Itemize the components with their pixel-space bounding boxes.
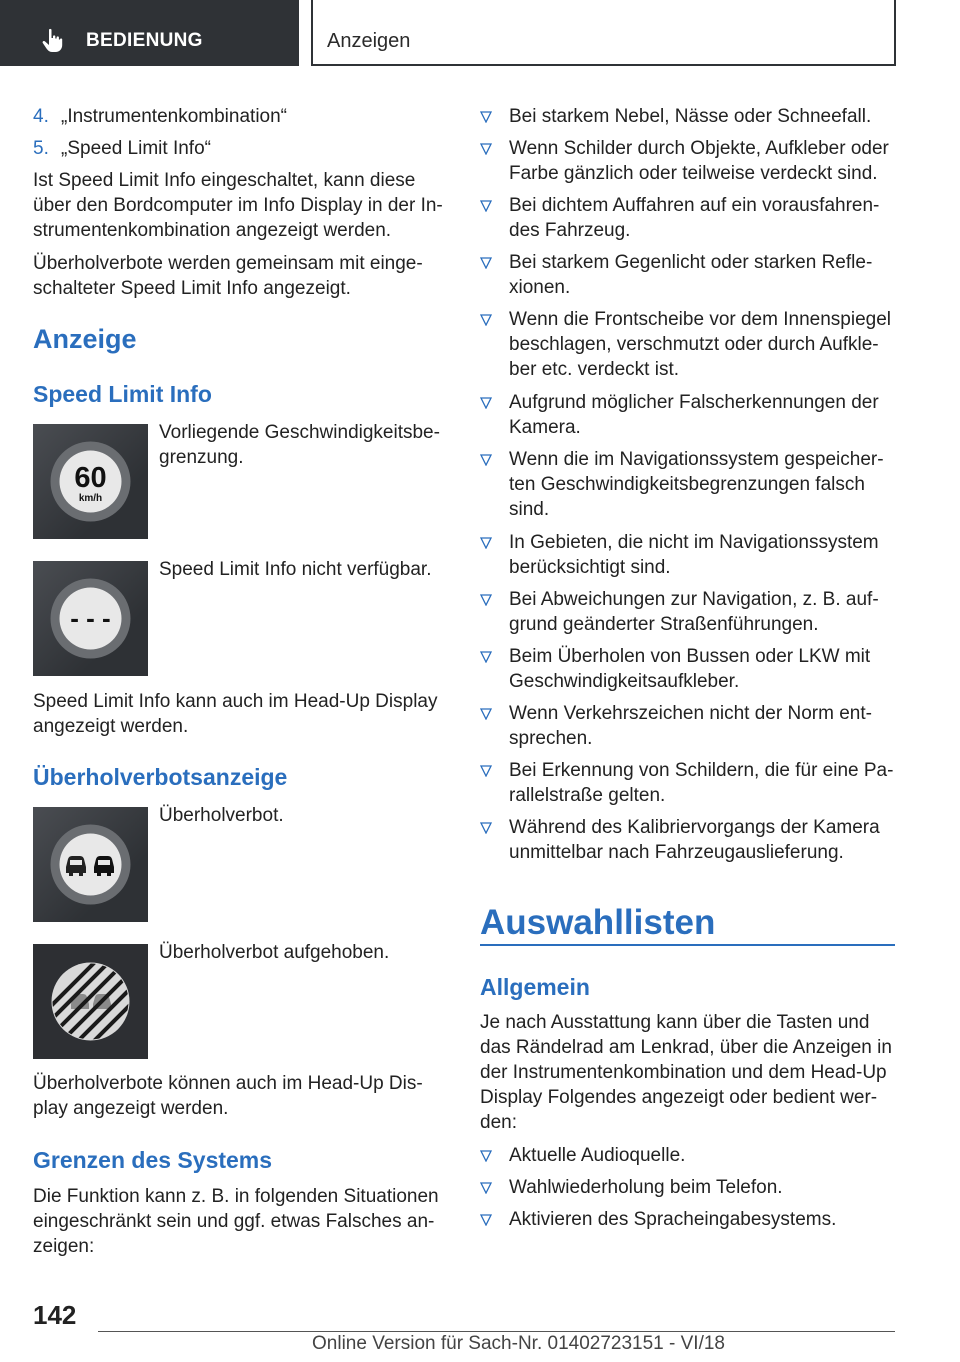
end-of-no-overtaking-icon: [33, 944, 148, 1059]
text-line: Bei starkem Nebel, Nässe oder Schneefall.: [509, 106, 872, 127]
text-line: Wenn die Frontscheibe vor dem Innenspiegel: [509, 309, 891, 330]
bullet-text: [509, 815, 899, 865]
text-line: der Instrumentenkombination und dem Head-Up: [480, 1062, 887, 1083]
text-line: Geschwindigkeitsaufkleber.: [509, 671, 740, 692]
footer-divider: [98, 1331, 895, 1332]
bullet-text: [509, 250, 899, 300]
bullet-text: [509, 1143, 899, 1168]
text-line: Bei starkem Gegenlicht oder starken Refle-: [509, 252, 873, 273]
triangle-bullet-icon: [480, 143, 492, 155]
no-overtaking-icon: [33, 807, 148, 922]
heading-allgemein: Allgemein: [480, 974, 590, 1000]
heading-rule: [480, 944, 895, 946]
bullet-text: [509, 307, 899, 382]
speed-limit-unavailable-icon: [33, 561, 148, 676]
text-line: sprechen.: [509, 728, 593, 749]
text-line: Wenn Verkehrszeichen nicht der Norm ent-: [509, 703, 872, 724]
text-line: Ist Speed Limit Info eingeschaltet, kann diese: [33, 170, 416, 191]
text-line: rallelstraße gelten.: [509, 785, 666, 806]
text-line: Die Funktion kann z. B. in folgenden Situationen: [33, 1186, 439, 1207]
speed-value: 60: [74, 462, 107, 494]
paragraph: [33, 251, 453, 301]
triangle-bullet-icon: [480, 708, 492, 720]
text-line: beschlagen, verschmutzt oder durch Aufkle-: [509, 334, 879, 355]
bullet-text: [509, 1175, 899, 1200]
bullet-text: [509, 701, 899, 751]
text-line: Vorliegende Geschwindigkeitsbe-: [159, 422, 440, 443]
text-line: grenzung.: [159, 447, 244, 468]
bullet-text: [509, 758, 899, 808]
text-line: ber etc. verdeckt ist.: [509, 359, 680, 380]
breadcrumb: [311, 0, 896, 66]
page-number: 142: [33, 1300, 77, 1330]
heading-ueberholverbotsanzeige: Überholverbotsanzeige: [33, 764, 288, 790]
text-line: sind.: [509, 499, 550, 520]
text-line: Während des Kalibriervorgangs der Kamera: [509, 817, 880, 838]
text-line: grund geänderter Straßenführungen.: [509, 614, 819, 635]
text-line: Bei dichtem Auffahren auf ein vorausfahren-: [509, 195, 880, 216]
section-tab[interactable]: [0, 0, 299, 66]
text-line: Überholverbote können auch im Head-Up Dis-: [33, 1073, 423, 1094]
text-line: Wenn Schilder durch Objekte, Aufkleber oder: [509, 138, 889, 159]
bullet-text: [509, 587, 899, 637]
text-line: zeigen:: [33, 1236, 95, 1257]
text-line: des Fahrzeug.: [509, 220, 631, 241]
text-line: In Gebieten, die nicht im Navigationssystem: [509, 532, 879, 553]
triangle-bullet-icon: [480, 594, 492, 606]
triangle-bullet-icon: [480, 111, 492, 123]
triangle-bullet-icon: [480, 397, 492, 409]
heading-grenzen-des-systems: Grenzen des Systems: [33, 1147, 273, 1173]
heading-speed-limit-info: Speed Limit Info: [33, 381, 212, 407]
text-line: Speed Limit Info kann auch im Head-Up Display: [33, 691, 438, 712]
text-line: Aktuelle Audioquelle.: [509, 1145, 686, 1166]
text-line: strumentenkombination angezeigt werden.: [33, 220, 392, 241]
list-item-text: „Speed Limit Info“: [61, 138, 211, 159]
heading-auswahllisten: Auswahllisten: [480, 903, 716, 942]
list-item-text: „Instrumentenkombination“: [61, 106, 287, 127]
icon-description: Überholverbot.: [159, 805, 284, 826]
text-line: berücksichtigt sind.: [509, 557, 671, 578]
text-line: unmittelbar nach Fahrzeugauslieferung.: [509, 842, 844, 863]
triangle-bullet-icon: [480, 822, 492, 834]
unavailable-dashes: - - -: [70, 603, 111, 633]
text-line: angezeigt werden.: [33, 716, 189, 737]
section-title: BEDIENUNG: [86, 30, 203, 51]
icon-description: [159, 420, 454, 470]
triangle-bullet-icon: [480, 537, 492, 549]
text-line: Je nach Ausstattung kann über die Tasten und: [480, 1012, 870, 1033]
text-line: über den Bordcomputer im Info Display in der In-: [33, 195, 443, 216]
paragraph: [33, 1071, 453, 1121]
text-line: Kamera.: [509, 417, 581, 438]
text-line: Farbe gänzlich oder teilweise verdeckt sind.: [509, 163, 878, 184]
text-line: xionen.: [509, 277, 571, 298]
text-line: Wenn die im Navigationssystem gespeicher-: [509, 449, 884, 470]
bullet-text: [509, 390, 899, 440]
text-line: Bei Erkennung von Schildern, die für eine Pa-: [509, 760, 894, 781]
paragraph: [480, 1010, 900, 1135]
text-line: Bei Abweichungen zur Navigation, z. B. auf-: [509, 589, 879, 610]
text-line: schalteter Speed Limit Info angezeigt.: [33, 278, 351, 299]
breadcrumb-label: Anzeigen: [327, 30, 411, 52]
text-line: Aufgrund möglicher Falscherkennungen der: [509, 392, 879, 413]
paragraph: [33, 1184, 453, 1259]
heading-anzeige: Anzeige: [33, 324, 137, 354]
icon-description: Überholverbot aufgehoben.: [159, 942, 390, 963]
bullet-text: [509, 1207, 899, 1232]
text-line: Beim Überholen von Bussen oder LKW mit: [509, 646, 871, 667]
speed-limit-60-icon: [33, 424, 148, 539]
bullet-text: [509, 104, 899, 129]
triangle-bullet-icon: [480, 765, 492, 777]
text-line: Überholverbote werden gemeinsam mit einge-: [33, 253, 423, 274]
paragraph: [33, 689, 453, 739]
bullet-text: [509, 136, 899, 186]
bullet-text: [509, 447, 899, 522]
text-line: play angezeigt werden.: [33, 1098, 229, 1119]
text-line: Aktivieren des Spracheingabesystems.: [509, 1209, 837, 1230]
speed-unit: km/h: [78, 493, 103, 504]
list-number: 4.: [33, 106, 49, 127]
triangle-bullet-icon: [480, 314, 492, 326]
text-line: Wahlwiederholung beim Telefon.: [509, 1177, 783, 1198]
bullet-text: [509, 193, 899, 243]
list-number: 5.: [33, 138, 49, 159]
triangle-bullet-icon: [480, 1150, 492, 1162]
triangle-bullet-icon: [480, 1182, 492, 1194]
paragraph: [33, 168, 453, 243]
triangle-bullet-icon: [480, 651, 492, 663]
triangle-bullet-icon: [480, 454, 492, 466]
triangle-bullet-icon: [480, 257, 492, 269]
text-line: ten Geschwindigkeitsbegrenzungen falsch: [509, 474, 865, 495]
footer-online-version: Online Version für Sach-Nr. 01402723151 - VI/18: [312, 1333, 725, 1354]
triangle-bullet-icon: [480, 200, 492, 212]
triangle-bullet-icon: [480, 1214, 492, 1226]
bullet-text: [509, 530, 899, 580]
bullet-text: [509, 644, 899, 694]
text-line: den:: [480, 1112, 517, 1133]
icon-description: Speed Limit Info nicht verfügbar.: [159, 559, 432, 580]
text-line: das Rändelrad am Lenkrad, über die Anzeigen in: [480, 1037, 892, 1058]
hand-pointer-icon: [40, 27, 66, 53]
text-line: Display Folgendes angezeigt oder bedient wer-: [480, 1087, 878, 1108]
text-line: eingeschränkt sein und ggf. etwas Falsches an-: [33, 1211, 435, 1232]
